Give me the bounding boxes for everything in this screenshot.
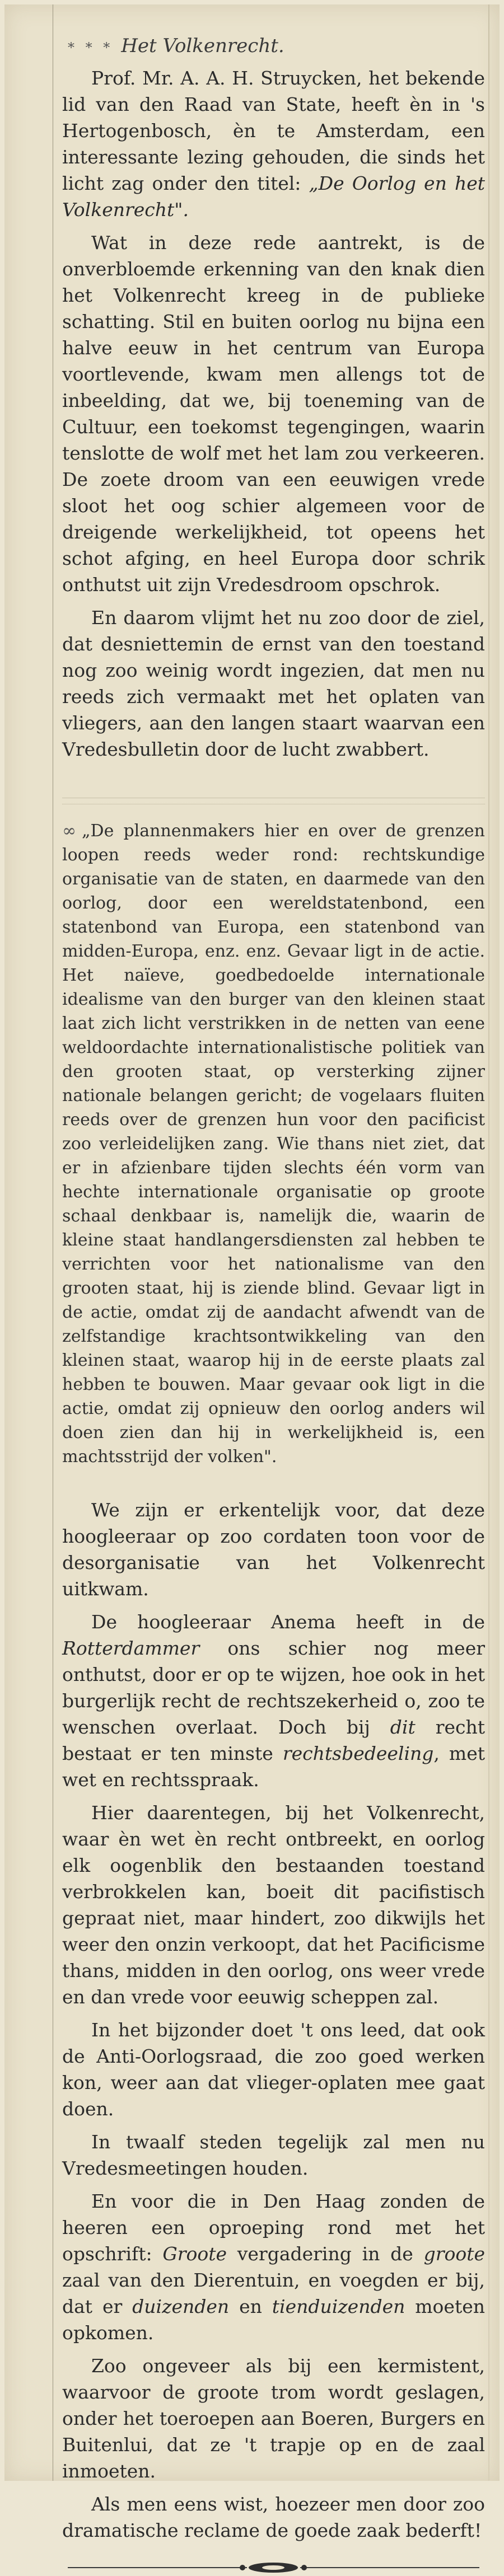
article-heading (68, 35, 495, 57)
p9-a: En voor die in Den Haag zonden de heeren een oproeping rond met het opschrift: (62, 2190, 485, 2265)
paragraph-9 (62, 2188, 485, 2346)
clipping-edge (488, 4, 489, 2481)
p5-b: ons schier nog meer onthutst, door er op te wijzen, hoe ook in het burgerlijk recht de rechtszekerheid o, zoo te wenschen overlaat. Doch bij (62, 1637, 485, 1738)
p5-rechtsbedeeling: rechtsbedeeling (282, 1743, 434, 1764)
end-ornament-rule (62, 2559, 485, 2576)
paragraph-6: Hier daarentegen, bij het Volkenrecht, waar èn wet èn recht ontbreekt, en oorlog elk oogenblik den bestaanden toestand verbrokkelen kan, boeit dit pacifistisch gepraat niet, maar hindert, zoo dikwijls het weer den onzin verkoopt, dat het Pacificisme thans, midden in den oorlog, ons weer vrede en dan vrede voor eeuwig scheppen zal. (62, 1802, 485, 2008)
p9-groote-2: groote (423, 2243, 486, 2265)
quoted-passage (62, 819, 485, 1469)
p9-e: en (229, 2296, 272, 2317)
p5-a: De hoogleeraar Anema heeft in de (91, 1611, 485, 1633)
paragraph-11: Als men eens wist, hoezeer men door zoo dramatische reclame de goede zaak bederft! (62, 2493, 485, 2541)
paragraph-2: Wat in deze rede aantrekt, is de onverbloemde erkenning van den knak dien het Volkenrecht kreeg in de publieke schatting. Stil en buiten oorlog nu bijna een halve eeuw in het centrum van Europa voortlevende, kwam men allengs tot de inbeelding, dat we, bij toeneming van de Cultuur, een toekomst tegengingen, waarin tenslotte de wolf met het lam zou verkeeren. De zoete droom van een eeuwigen vrede sloot het oog schier algemeen voor de dreigende werkelijkheid, tot opeens het schot afging, en heel Europa door schrik onthutst uit zijn Vredesdroom opschrok. (62, 232, 485, 596)
p9-b: vergadering in de (227, 2243, 424, 2265)
article-title: Het Volkenrecht. (121, 35, 284, 57)
p5-d: , met wet en rechtsspraak. (62, 1743, 486, 1791)
p9-tienduizenden: tienduizenden (272, 2296, 405, 2317)
paragraph-1-text: Prof. Mr. A. A. H. Struycken, het bekende lid van den Raad van State, heeft èn in 's Hertogenbosch, èn te Amsterdam, een interessante lezing gehouden, die sinds het licht zag onder den titel: (62, 67, 485, 194)
p9-f: moeten opkomen. (62, 2296, 485, 2344)
p9-groote-1: Groote (162, 2243, 227, 2265)
ornamental-divider-icon (62, 2559, 485, 2576)
asterism-ornament: * * * (68, 40, 114, 55)
newspaper-clipping (4, 4, 500, 2541)
quote-ornament: ∞ (62, 821, 76, 841)
quote-text: „De plannenmakers hier en over de grenzen loopen reeds weder rond: rechtskundige organisatie van de staten, en daarmede van den oorlog, door een wereldstatenbond, een statenbond van Europa, een statenbond van midden-Europa, enz. enz. Gevaar ligt in de actie. Het naïeve, goedbedoelde internationale idealisme van den burger van den kleinen staat laat zich licht verstrikken in de netten van eene weldoordachte internationalistische politiek van den grooten staat, op versterking zijner nationale belangen gericht; de vogelaars fluiten reeds over de grenzen hun voor den pacificist zoo verleidelijken zang. Wie thans niet ziet, dat er in afzienbare tijden slechts één vorm van hechte internationale organisatie op groote schaal denkbaar is, namelijk die, waarin de kleine staat handlangersdiensten zal hebben te verrichten voor het nationalisme van den grooten staat, hij is ziende blind. Gevaar ligt in de actie, omdat zij de aandacht afwendt van de zelfstandige krachtsontwikkeling van den kleinen staat, waarop hij in de eerste plaats zal hebben te bouwen. Maar gevaar ook ligt in die actie, omdat zij opnieuw den oorlog anders wil doen zien dan hij in werkelijkheid is, een machtsstrijd der volken". (62, 821, 485, 1467)
lecture-title: „De Oorlog en het Volkenrecht". (62, 172, 485, 221)
paragraph-3: En daarom vlijmt het nu zoo door de ziel, dat desniettemin de ernst van den toestand nog zoo weinig wordt ingezien, dat men nu reeds zich vermaakt met het oplaten van vliegers, aan den langen staart waarvan een Vredesbulletin door de lucht zwabbert. (62, 607, 485, 760)
p9-c: zaal van den Dierentuin, en voegden er bij, dat er (62, 2269, 485, 2317)
paragraph-1 (62, 65, 485, 223)
paragraph-4: We zijn er erkentelijk voor, dat deze hoogleeraar op zoo cordaten toon voor de desorganisatie van het Volkenrecht uitkwam. (62, 1499, 485, 1600)
paragraph-8: In twaalf steden tegelijk zal men nu Vredesmeetingen houden. (62, 2131, 485, 2179)
p5-c: recht bestaat er ten minste (62, 1716, 485, 1764)
article-column (53, 4, 495, 2541)
paragraph-10: Zoo ongeveer als bij een kermistent, waarvoor de groote trom wordt geslagen, onder het toeroepen aan Boeren, Burgers en Buitenlui, dat ze 't trapje op en de zaal inmoeten. (62, 2355, 485, 2482)
paragraph-7: In het bijzonder doet 't ons leed, dat ook de Anti-Oorlogsraad, die zoo goed werken kon, weer aan dat vlieger-oplaten mee gaat doen. (62, 2019, 485, 2120)
p5-dit: dit (390, 1716, 416, 1738)
p5-rotterdammer: Rotterdammer (62, 1637, 200, 1659)
quote-divider (62, 769, 485, 804)
p9-duizenden: duizenden (132, 2296, 230, 2317)
paragraph-5 (62, 1609, 485, 1793)
